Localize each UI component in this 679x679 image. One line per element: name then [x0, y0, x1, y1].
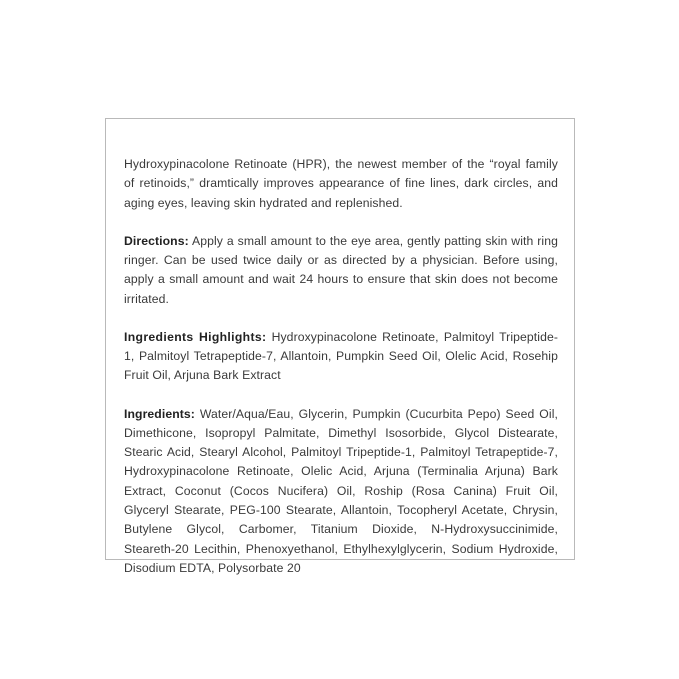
paragraph-intro-text: Hydroxypinacolone Retinoate (HPR), the newest member of the “royal family of retinoids,” dramtically improves appearance of fine lines, dark circles, and aging eyes, leaving skin hydrated and replenished.	[124, 157, 558, 210]
paragraph-ingredients-highlights	[124, 328, 558, 386]
directions-text: Apply a small amount to the eye area, gently patting skin with ring ringer. Can be used twice daily or as directed by a physician. Before using, apply a small amount and wait 24 hours to ensure that skin does not become irritated.	[124, 233, 558, 306]
directions-label: Directions:	[124, 233, 189, 248]
ingredients-text: Water/Aqua/Eau, Glycerin, Pumpkin (Cucurbita Pepo) Seed Oil, Dimethicone, Isopropyl Palmitate, Dimethyl Isosorbide, Glycol Distearate, Stearic Acid, Stearyl Alcohol, Palmitoyl Tripeptide-1, Palmitoyl Tetrapeptide-7, Hydroxypinacolone Retinoate, Olelic Acid, Arjuna (Terminalia Arjuna) Bark Extract, Coconut (Cocos Nucifera) Oil, Roship (Rosa Canina) Fruit Oil, Glyceryl Stearate, PEG-100 Stearate, Allantoin, Tocopheryl Acetate, Chrysin, Butylene Glycol, Carbomer, Titanium Dioxide, N-Hydroxysuccinimide, Steareth-20 Lecithin, Phenoxyethanol, Ethylhexylglycerin, Sodium Hydroxide, Disodium EDTA, Polysorbate 20	[124, 406, 558, 575]
ingredients-highlights-label: Ingredients Highlights:	[124, 329, 267, 344]
description-content	[124, 155, 558, 578]
ingredients-highlights-text: Hydroxypinacolone Retinoate, Palmitoyl Tripeptide-1, Palmitoyl Tetrapeptide-7, Allantoin, Pumpkin Seed Oil, Olelic Acid, Rosehip Fruit Oil, Arjuna Bark Extract	[124, 329, 558, 383]
paragraph-directions	[124, 232, 558, 309]
paragraph-intro	[124, 155, 558, 213]
description-panel	[105, 118, 575, 575]
ingredients-label: Ingredients:	[124, 406, 195, 421]
paragraph-ingredients	[124, 405, 558, 578]
